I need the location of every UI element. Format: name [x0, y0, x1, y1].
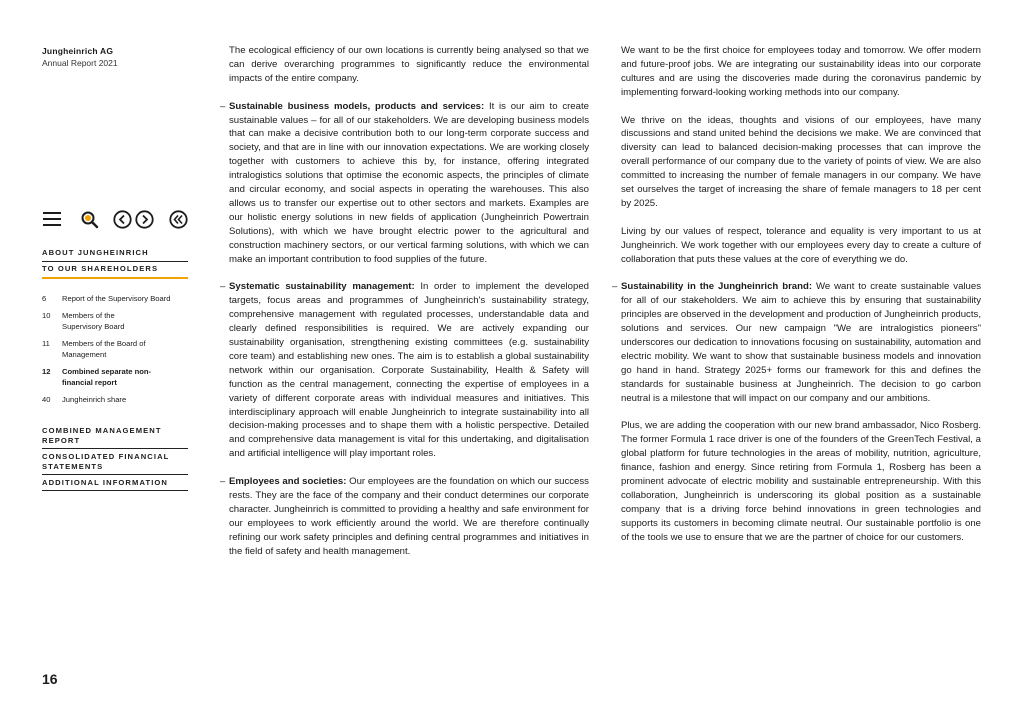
- nav-about-jungheinrich[interactable]: ABOUT JUNGHEINRICH: [42, 246, 188, 262]
- bullet-heading: Sustainability in the Jungheinrich brand:: [621, 281, 813, 293]
- subnav: [42, 293, 188, 405]
- menu-icon[interactable]: [42, 210, 62, 228]
- bullet-text: We want to create sustainable values for all of our stakeholders. We aim to achieve this by ensuring that sustainability principles are observed in the development and production of Jungheinrich products, solutions and services. Our new campaign "We are intralogistics pioneers" underscores our dedication to innovations focusing on sustainability, automation and electric mobility. We want to show that sustainable business models and innovation go hand in hand. Strategy 2025+ forms our framework for this and defines the standards for sustainable business at Jungheinrich. The decision to go carbon neutral is a milestone that will impact on our company and our ambitions.: [621, 281, 981, 404]
- company-name: Jungheinrich AG: [42, 46, 114, 56]
- first-page-icon[interactable]: [169, 210, 188, 229]
- bullet-text: It is our aim to create sustainable values – for all of our stakeholders. We are developing business models that can make a decisive contribution both to our long-term corporate success and society, and that are in line with our innovation expectations. We are working closely together with customers to achieve this by, for instance, offering integrated intralogistics solutions that optimise the economic aspects, the principles of climate and circular economy, and social aspects in operating the warehouses. This also allows us to transfer our expertise out to other sectors and markets. Examples are our holistic energy solutions in new fields of application (Jungheinrich Powertrain Solutions), with which we have brought electric power to the agricultural and construction machinery sectors, or our vertical farming solutions, with which we can make an important contribution to food supplies of the future.: [229, 100, 589, 265]
- subnav-item[interactable]: [42, 338, 188, 360]
- bullet-heading: Systematic sustainability management:: [229, 281, 415, 293]
- nav-consolidated-financial-statements[interactable]: CONSOLIDATED FINANCIAL STATEMENTS: [42, 449, 188, 475]
- subnav-label: Members of the Supervisory Board: [62, 311, 125, 331]
- subnav-page-number: 12: [42, 367, 51, 376]
- bullet-paragraph: [229, 280, 589, 461]
- primary-nav: [42, 246, 188, 411]
- bullet-heading: Employees and societies:: [229, 476, 347, 488]
- search-icon[interactable]: [80, 210, 100, 230]
- text-column-right: [621, 44, 981, 558]
- back-icon[interactable]: [113, 210, 132, 229]
- bullet-paragraph: [229, 100, 589, 267]
- paragraph: Plus, we are adding the cooperation with our new brand ambassador, Nico Rosberg. The former Formula 1 race driver is one of the founders of the GreenTech Festival, a global platform for future technologies in the areas of mobility, nutrition, agriculture, finance, fashion and energy. Since retiring from Formula 1, Rosberg has been a prominent advocate of electric mobility and sustainable entrepreneurship. With this collaboration, Jungheinrich is underscoring its global position as a sustainable company that is a driving force behind innovations in green technologies and supports its customers in becoming climate neutral. Our sustainable portfolio is one of the tools we use to ensure that we are the partner of choice for our customers.: [621, 420, 981, 543]
- bullet-text: In order to implement the developed targets, focus areas and programmes of Jungheinrich's sustainability strategy, comprehensive management with regulated processes, understandable data and clearly defined responsibilities is required. We are actively expanding our sustainability organisation, strengthening existing committees (e.g. sustainability core team) and establishing new ones. The aim is to establish a global sustainability network within our organisation. Corporate Sustainability, Health & Safety will function as the central management, connecting the expertise of employees in a variety of different corporate areas with individual measures and initiatives. This interdisciplinary approach will enable Jungheinrich to integrate sustainability into all decision-making processes and to shape them with a holistic perspective. Detailed and comprehensive data management is vital for this undertaking, and digitalisation and artificial intelligence will play important roles.: [229, 281, 589, 460]
- subnav-label: Combined separate non-financial report: [62, 367, 152, 387]
- nav-combined-management-report[interactable]: COMBINED MANAGEMENT REPORT: [42, 423, 188, 449]
- paragraph: The ecological efficiency of our own locations is currently being analysed so that we can derive overarching programmes to significantly reduce the environmental impacts of the entire company.: [229, 45, 589, 84]
- subnav-page-number: 40: [42, 395, 51, 404]
- page-number: 16: [42, 671, 58, 687]
- subnav-item[interactable]: [42, 310, 188, 332]
- nav-additional-information[interactable]: ADDITIONAL INFORMATION: [42, 475, 188, 491]
- sidebar: [42, 46, 188, 487]
- subnav-page-number: 10: [42, 311, 51, 320]
- subnav-page-number: 6: [42, 294, 47, 303]
- nav-icons: [42, 210, 188, 230]
- subnav-label: Members of the Board of Management: [62, 339, 146, 359]
- subnav-item[interactable]: [42, 394, 188, 405]
- subnav-item[interactable]: [42, 293, 188, 304]
- text-column-left: [229, 44, 589, 572]
- bullet-heading: Sustainable business models, products and services:: [229, 100, 485, 112]
- subnav-label: Jungheinrich share: [62, 395, 127, 404]
- subnav-page-number: 11: [42, 339, 50, 348]
- bullet-paragraph: [229, 475, 589, 558]
- bullet-text: Our employees are the foundation on which our success rests. They are the face of the company and their conduct determines our corporate character. Jungheinrich is committed to providing a healthy and safe environment for our employees to work efficiently around the world. We are therefore continually refining our work safety principles and defining central programmes and initiatives in the field of safety and health management.: [229, 476, 589, 557]
- bullet-paragraph: [621, 280, 981, 405]
- paragraph: We thrive on the ideas, thoughts and visions of our employees, have many discussions and stand united behind the decisions we make. We are convinced that diversity can lead to balanced decision-making processes that can improve the overall performance of our company due to the variety of points of view. We are also committed to increasing the number of female managers in our company. We have set ourselves the target of increasing the share of female managers to 18 per cent by 2025.: [621, 114, 981, 209]
- nav-to-our-shareholders[interactable]: TO OUR SHAREHOLDERS: [42, 262, 188, 279]
- secondary-nav: [42, 423, 188, 491]
- paragraph: Living by our values of respect, tolerance and equality is very important to us at Jungheinrich. We work together with our employees every day to create a culture of collaboration that puts these values at the core of everything we do.: [621, 225, 981, 265]
- paragraph: We want to be the first choice for employees today and tomorrow. We offer modern and future-proof jobs. We are integrating our sustainability ideas into our corporate cultures and are using the discoveries made during the coronavirus pandemic by implementing forward-looking working methods into our company.: [621, 45, 981, 98]
- report-title: Annual Report 2021: [42, 58, 118, 68]
- subnav-label: Report of the Supervisory Board: [62, 294, 171, 303]
- subnav-item-current[interactable]: [42, 366, 188, 388]
- forward-icon[interactable]: [135, 210, 154, 229]
